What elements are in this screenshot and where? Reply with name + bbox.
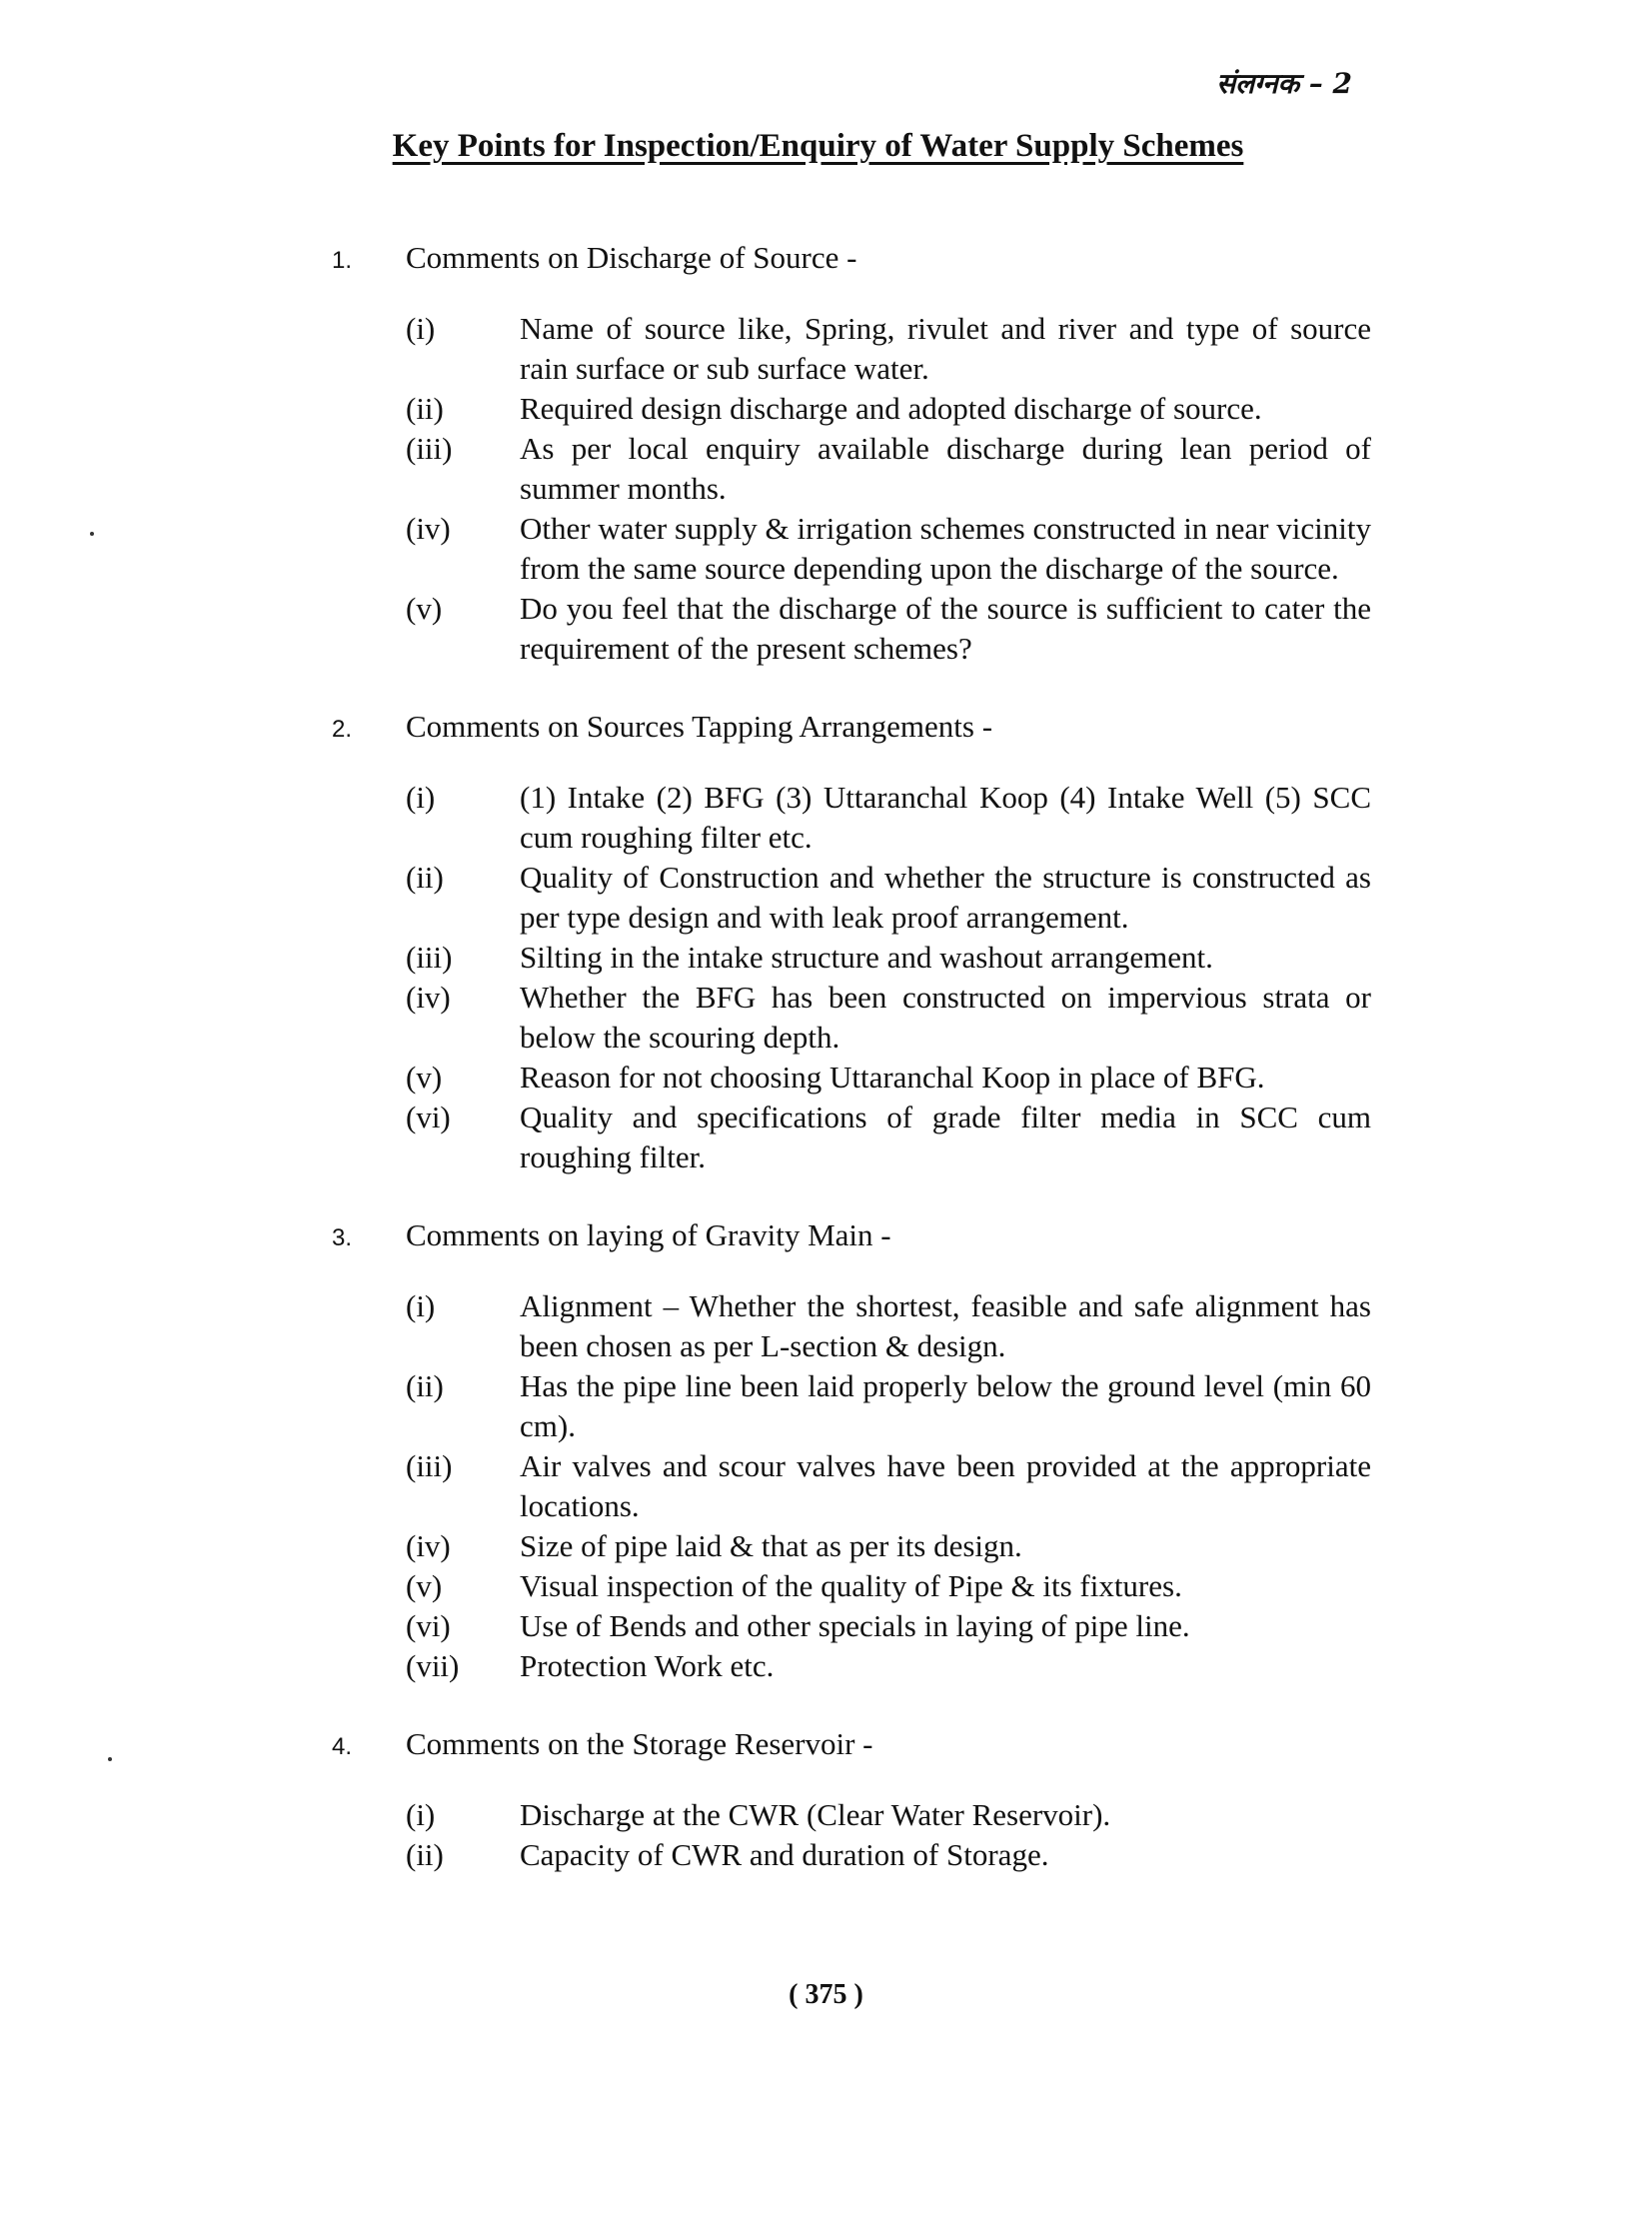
item-text: Required design discharge and adopted discharge of source. bbox=[520, 391, 1262, 426]
page-title-text: Key Points for Inspection/Enquiry of Water Supply Schemes bbox=[392, 128, 1244, 164]
section-heading bbox=[332, 1215, 1371, 1258]
scan-speck bbox=[108, 1757, 112, 1761]
list-item bbox=[406, 589, 1371, 669]
section-title: Comments on the Storage Reservoir - bbox=[406, 1726, 873, 1761]
list-item bbox=[406, 429, 1371, 509]
item-number: (i) bbox=[406, 1797, 436, 1832]
section-title: Comments on Discharge of Source - bbox=[406, 240, 857, 275]
item-number: (ii) bbox=[406, 860, 444, 895]
item-number: (iii) bbox=[406, 431, 453, 466]
item-number: (iii) bbox=[406, 940, 453, 975]
section-heading bbox=[332, 1724, 1371, 1767]
item-number: (vii) bbox=[406, 1648, 460, 1683]
list-item bbox=[406, 389, 1371, 429]
item-number: (ii) bbox=[406, 1837, 444, 1872]
section-number: 2. bbox=[332, 716, 353, 743]
section-items bbox=[406, 778, 1371, 1177]
list-item bbox=[406, 1835, 1371, 1875]
item-text: (1) Intake (2) BFG (3) Uttaranchal Koop (4) Intake Well (5) SCC cum roughing filter etc. bbox=[520, 780, 1371, 855]
item-text: Capacity of CWR and duration of Storage. bbox=[520, 1837, 1049, 1872]
section-items bbox=[406, 1286, 1371, 1686]
list-item bbox=[406, 1446, 1371, 1526]
list-item bbox=[406, 1286, 1371, 1366]
list-item bbox=[406, 1058, 1371, 1098]
list-item bbox=[406, 1098, 1371, 1177]
item-text: Other water supply & irrigation schemes constructed in near vicinity from the same source depending upon the discharge of the source. bbox=[520, 511, 1371, 586]
list-item bbox=[406, 978, 1371, 1058]
item-text: Use of Bends and other specials in laying of pipe line. bbox=[520, 1608, 1190, 1643]
page-title bbox=[0, 128, 1652, 165]
item-number: (ii) bbox=[406, 1368, 444, 1403]
item-number: (iv) bbox=[406, 980, 451, 1015]
item-number: (v) bbox=[406, 1060, 443, 1095]
list-item bbox=[406, 509, 1371, 589]
item-text: Reason for not choosing Uttaranchal Koop in place of BFG. bbox=[520, 1060, 1265, 1095]
section-3 bbox=[332, 1215, 1371, 1686]
page-number: ( 375 ) bbox=[789, 1979, 863, 2010]
list-item bbox=[406, 858, 1371, 938]
list-item bbox=[406, 1606, 1371, 1646]
section-4 bbox=[332, 1724, 1371, 1875]
item-text: Discharge at the CWR (Clear Water Reservoir). bbox=[520, 1797, 1111, 1832]
list-item bbox=[406, 778, 1371, 858]
document-body bbox=[332, 238, 1371, 1913]
section-items bbox=[406, 1795, 1371, 1875]
section-1 bbox=[332, 238, 1371, 669]
list-item bbox=[406, 1526, 1371, 1566]
section-number: 3. bbox=[332, 1224, 353, 1251]
item-number: (iii) bbox=[406, 1448, 453, 1483]
item-number: (iv) bbox=[406, 511, 451, 546]
item-text: Size of pipe laid & that as per its design. bbox=[520, 1528, 1022, 1563]
item-text: Quality and specifications of grade filter media in SCC cum roughing filter. bbox=[520, 1100, 1371, 1174]
item-number: (i) bbox=[406, 311, 436, 346]
item-number: (v) bbox=[406, 1568, 443, 1603]
section-title: Comments on Sources Tapping Arrangements - bbox=[406, 709, 993, 744]
section-2 bbox=[332, 707, 1371, 1177]
item-number: (iv) bbox=[406, 1528, 451, 1563]
list-item bbox=[406, 938, 1371, 978]
item-text: Do you feel that the discharge of the source is sufficient to cater the requirement of the present schemes? bbox=[520, 591, 1371, 666]
list-item bbox=[406, 1566, 1371, 1606]
list-item bbox=[406, 309, 1371, 389]
annex-label: संलग्नक – 2 bbox=[1216, 67, 1352, 100]
section-number: 4. bbox=[332, 1733, 353, 1760]
item-number: (vi) bbox=[406, 1100, 451, 1134]
section-heading bbox=[332, 707, 1371, 750]
item-number: (v) bbox=[406, 591, 443, 626]
section-heading bbox=[332, 238, 1371, 281]
list-item bbox=[406, 1795, 1371, 1835]
item-text: Quality of Construction and whether the structure is constructed as per type design and with leak proof arrangement. bbox=[520, 860, 1371, 935]
item-text: Visual inspection of the quality of Pipe & its fixtures. bbox=[520, 1568, 1182, 1603]
scan-speck bbox=[90, 532, 94, 536]
item-text: Whether the BFG has been constructed on impervious strata or below the scouring depth. bbox=[520, 980, 1371, 1055]
section-title: Comments on laying of Gravity Main - bbox=[406, 1217, 891, 1252]
item-text: Has the pipe line been laid properly below the ground level (min 60 cm). bbox=[520, 1368, 1371, 1443]
list-item bbox=[406, 1366, 1371, 1446]
item-number: (vi) bbox=[406, 1608, 451, 1643]
section-items bbox=[406, 309, 1371, 669]
item-text: Alignment – Whether the shortest, feasible and safe alignment has been chosen as per L-section & design. bbox=[520, 1288, 1371, 1363]
item-text: Silting in the intake structure and washout arrangement. bbox=[520, 940, 1213, 975]
item-number: (i) bbox=[406, 780, 436, 815]
item-text: Air valves and scour valves have been provided at the appropriate locations. bbox=[520, 1448, 1371, 1523]
item-number: (ii) bbox=[406, 391, 444, 426]
item-text: As per local enquiry available discharge during lean period of summer months. bbox=[520, 431, 1371, 506]
item-text: Protection Work etc. bbox=[520, 1648, 775, 1683]
item-number: (i) bbox=[406, 1288, 436, 1323]
item-text: Name of source like, Spring, rivulet and river and type of source rain surface or sub surface water. bbox=[520, 311, 1371, 386]
section-number: 1. bbox=[332, 247, 353, 274]
list-item bbox=[406, 1646, 1371, 1686]
